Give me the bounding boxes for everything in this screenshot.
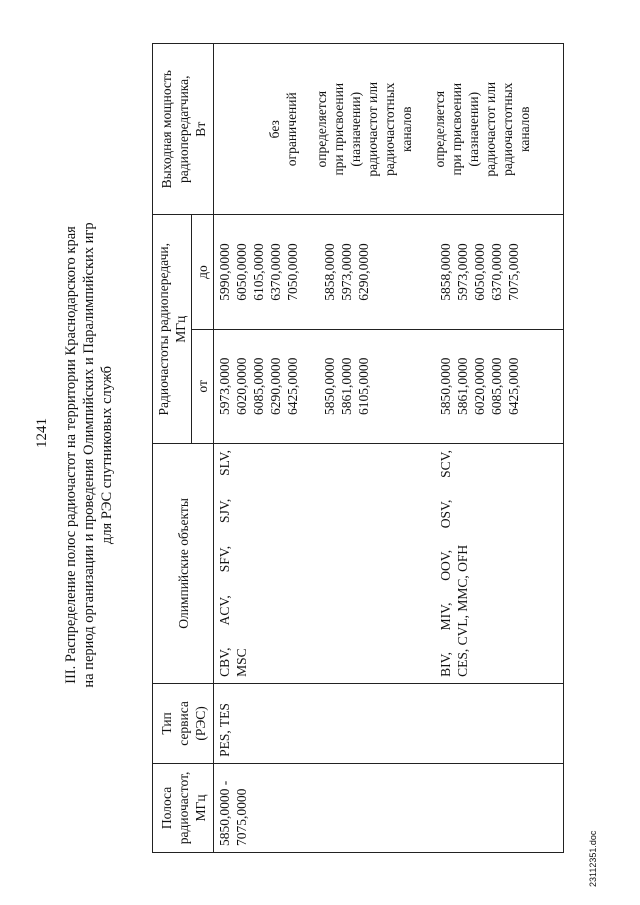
cell-power: определяется при присвоении (назначении) радиочастот или радиочастотных каналов [417, 44, 564, 215]
document-title [62, 155, 116, 755]
title-line-3: для РЭС спутниковых служб [99, 365, 115, 545]
cell-power: определяется при присвоении (назначении) радиочастот или радиочастотных каналов [303, 44, 417, 215]
header-power: Выходная мощность радиопередатчика, Вт [153, 44, 214, 215]
title-line-2: на период организации и проведения Олимпийских и Паралимпийских игр [81, 222, 97, 688]
header-service: Тип сервиса (РЭС) [153, 683, 214, 763]
header-to: до [192, 215, 214, 329]
table-row [303, 44, 417, 853]
cell-objects: BIV, MIV, OOV, OSV, SCV, CES, CVL, MMC, OFH [417, 443, 564, 683]
header-objects: Олимпийские объекты [153, 443, 214, 683]
table-row [214, 44, 304, 853]
cell-service: PES, TES [214, 683, 304, 763]
cell-to: 5858,0000 5973,0000 6050,0000 6370,0000 7075,0000 [417, 215, 564, 329]
cell-objects: CBV, ACV, SFV, SJV, SLV, MSC [214, 443, 304, 683]
cell-service [417, 683, 564, 763]
table-row [417, 44, 564, 853]
frequency-allocation-table [152, 43, 564, 853]
cell-service [303, 683, 417, 763]
cell-objects [303, 443, 417, 683]
cell-band [417, 763, 564, 852]
cell-band [303, 763, 417, 852]
page-number: 1241 [34, 418, 50, 448]
document-id: 23112351.doc [588, 830, 598, 887]
cell-from: 5973,0000 6020,0000 6085,0000 6290,0000 6425,0000 [214, 329, 304, 443]
cell-power: без ограничений [214, 44, 304, 215]
cell-to: 5990,0000 6050,0000 6105,0000 6370,0000 7050,0000 [214, 215, 304, 329]
header-band: Полоса радиочастот, МГц [153, 763, 214, 852]
header-from: от [192, 329, 214, 443]
cell-from: 5850,0000 5861,0000 6105,0000 [303, 329, 417, 443]
cell-band: 5850,0000 - 7075,0000 [214, 763, 304, 852]
title-line-1: III. Распределение полос радиочастот на территории Краснодарского края [63, 226, 79, 684]
header-frequencies: Радиочастоты радиопередачи, МГц [153, 215, 192, 444]
cell-from: 5850,0000 5861,0000 6020,0000 6085,0000 6425,0000 [417, 329, 564, 443]
cell-to: 5858,0000 5973,0000 6290,0000 [303, 215, 417, 329]
table-body [214, 44, 564, 853]
